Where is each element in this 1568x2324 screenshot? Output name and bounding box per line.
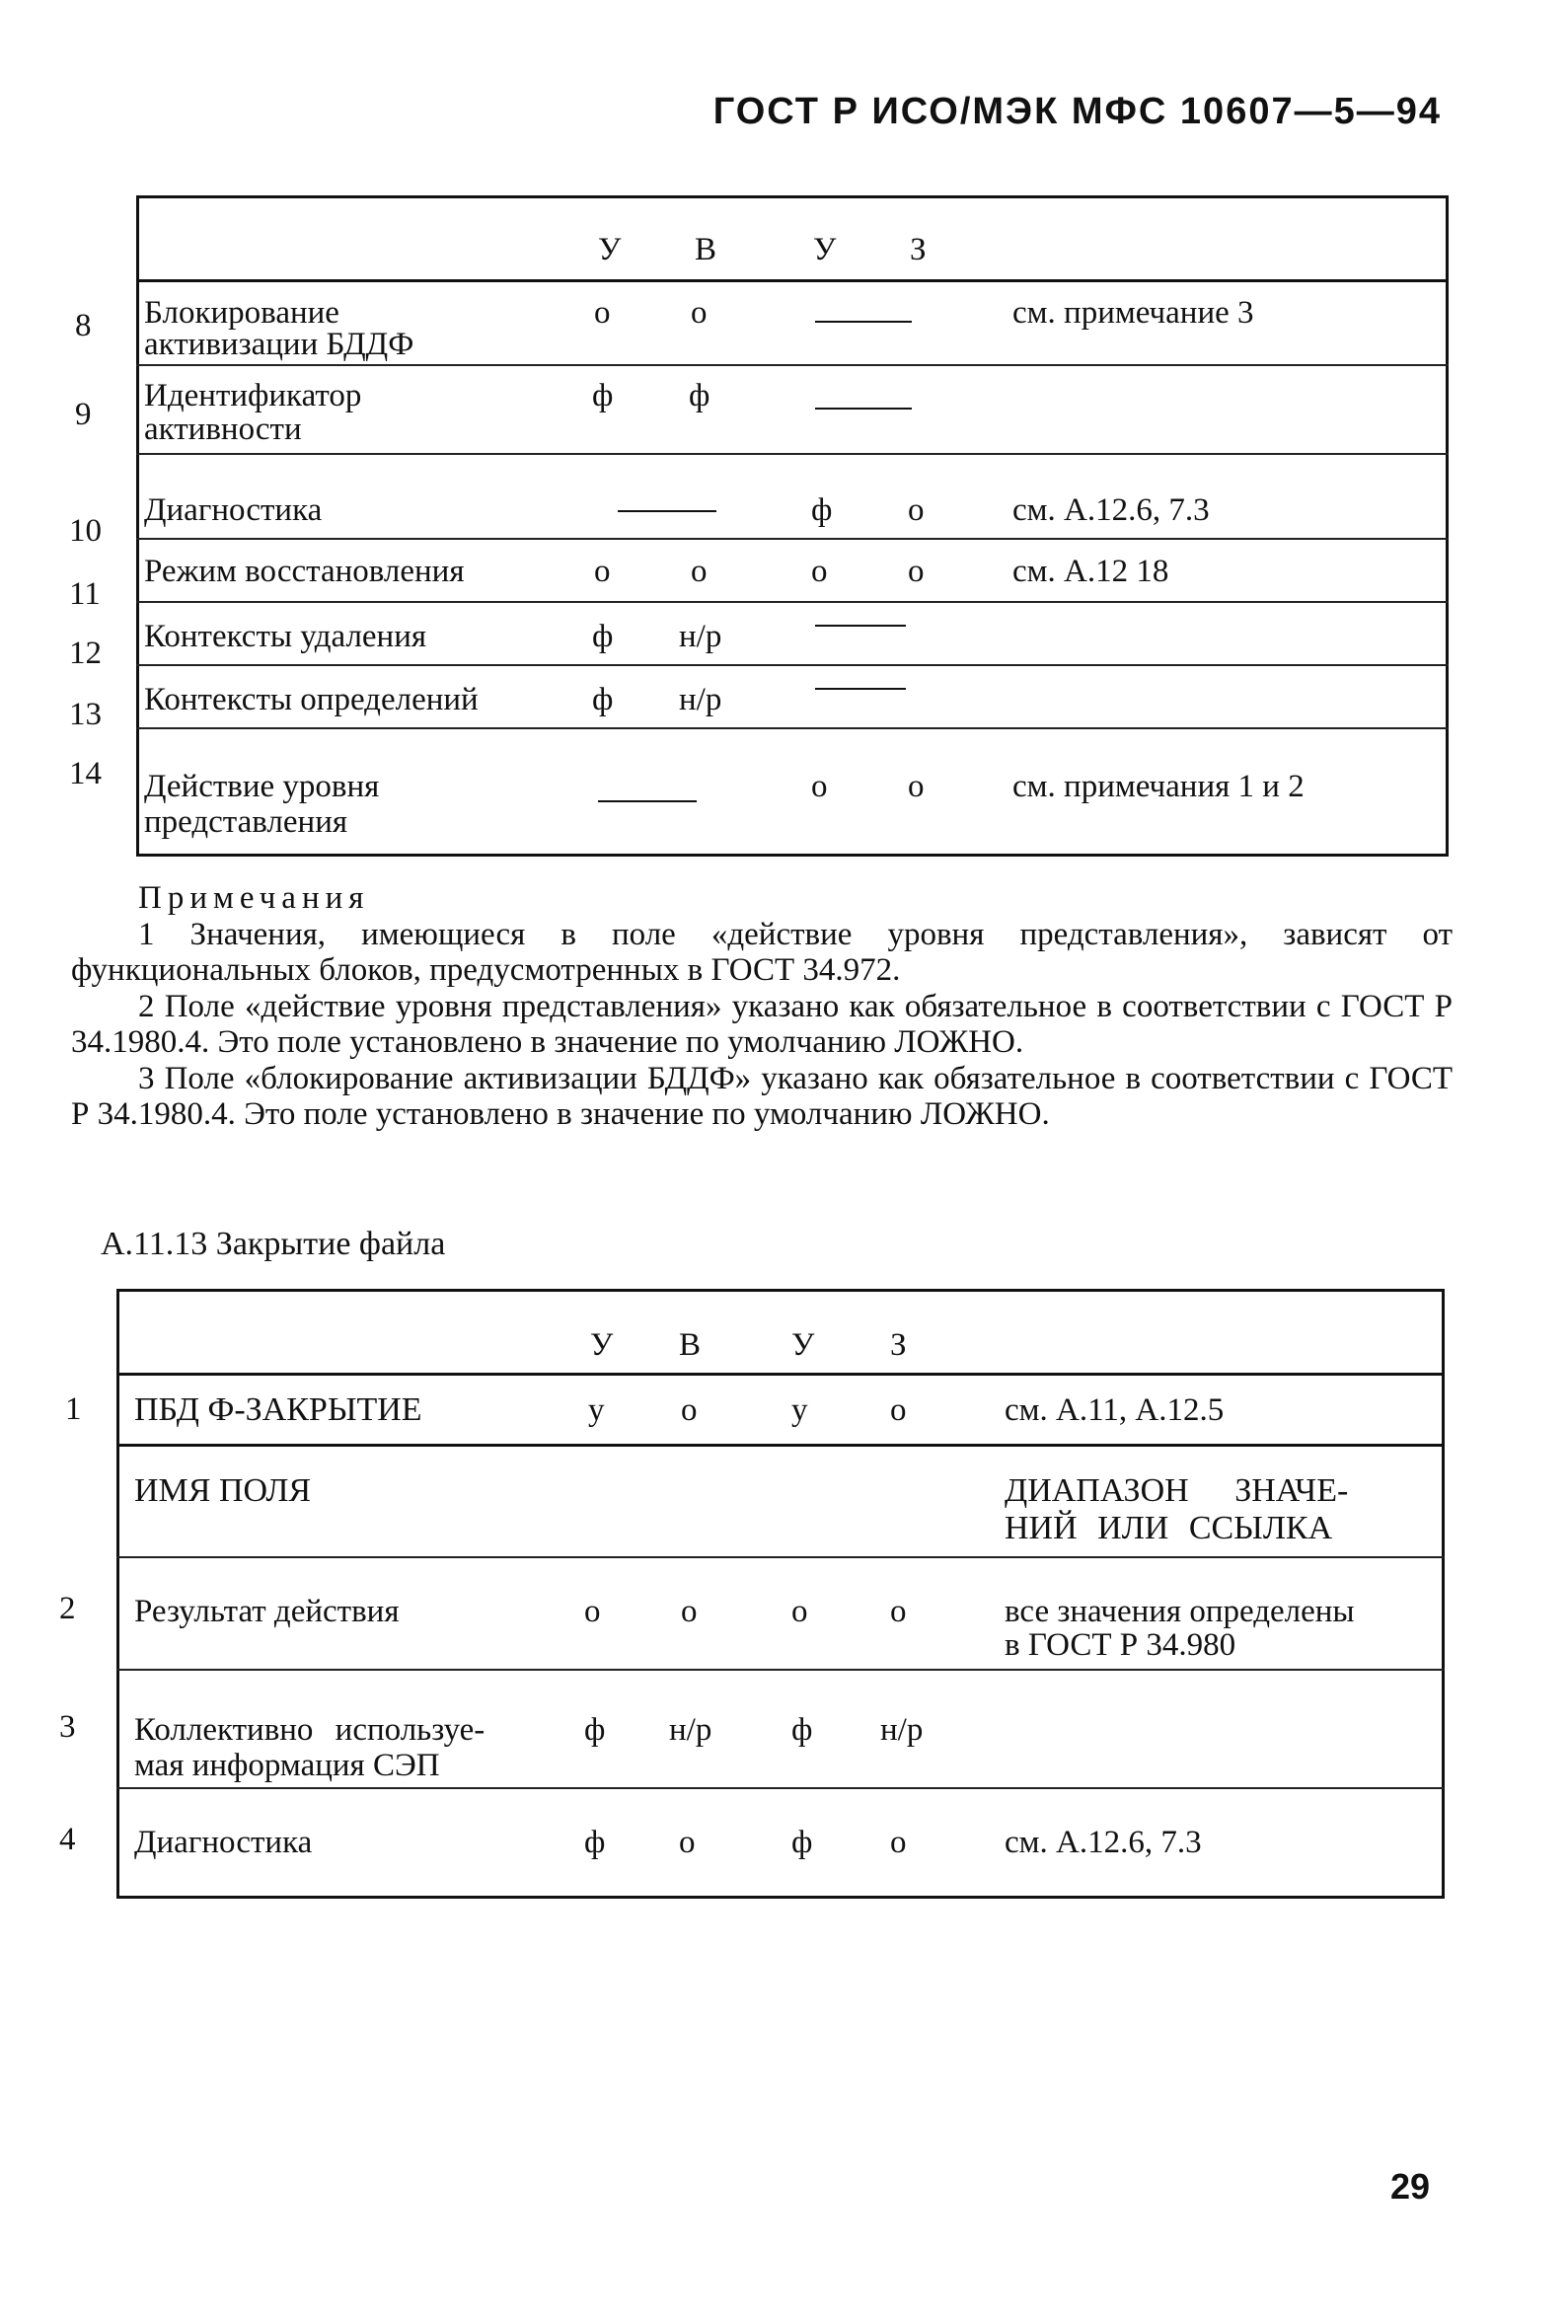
cell-u1: ф — [592, 619, 614, 654]
table-row — [136, 603, 1449, 666]
row-name-cont: мая информация СЭП — [134, 1748, 440, 1783]
cell-u2: о — [811, 554, 828, 589]
cell-ref-cont: в ГОСТ Р 34.980 — [1005, 1627, 1236, 1663]
row-name: Блокирование — [144, 295, 339, 331]
cell-u1: у — [588, 1392, 605, 1428]
table-row — [116, 1671, 1445, 1789]
cell-v: н/р — [679, 619, 722, 654]
col-z: З — [910, 232, 927, 267]
cell-u2: ф — [791, 1825, 813, 1860]
row-name: Действие уровня — [144, 769, 380, 804]
pdu-name: ПБД Ф-ЗАКРЫТИЕ — [134, 1391, 422, 1428]
cell-v: н/р — [679, 682, 722, 717]
notes-title: Примечания — [138, 880, 370, 916]
cell-v: о — [691, 295, 708, 331]
row-name: Диагностика — [144, 492, 323, 528]
row-name: Режим восстановления — [144, 554, 465, 589]
range-header-cont: НИЙ ИЛИ ССЫЛКА — [1005, 1510, 1333, 1546]
cell-u1: ф — [592, 378, 614, 413]
table-row — [136, 666, 1449, 729]
row-name-cont: активности — [144, 412, 302, 447]
cell-z: о — [908, 554, 925, 589]
cell-z: о — [908, 769, 925, 804]
cell-z: о — [890, 1825, 907, 1860]
row-number: 13 — [69, 697, 102, 732]
range-header: ДИАПАЗОН ЗНАЧЕ- — [1005, 1472, 1349, 1509]
table-2 — [116, 1289, 1445, 1899]
col-v: В — [695, 232, 717, 267]
col-u2: У — [813, 232, 837, 267]
cell-u1: ф — [584, 1825, 606, 1860]
table-row — [136, 281, 1449, 366]
cell-u2: ф — [791, 1712, 813, 1748]
document-header: ГОСТ Р ИСО/МЭК МФС 10607—5—94 — [712, 91, 1442, 132]
col-z: З — [890, 1327, 907, 1363]
cell-ref: см. А.11, А.12.5 — [1005, 1392, 1225, 1428]
row-name: Идентификатор — [144, 378, 362, 413]
field-header-row — [116, 1446, 1445, 1558]
cell-ref: см. А.12.6, 7.3 — [1012, 492, 1210, 528]
table-row — [116, 1789, 1445, 1892]
cell-u2: о — [811, 769, 828, 804]
row-number: 12 — [69, 636, 102, 671]
table-1-header — [136, 198, 1449, 282]
cell-v: о — [681, 1392, 698, 1428]
row-number: 1 — [65, 1391, 82, 1427]
row-number: 11 — [69, 576, 101, 612]
row-number: 4 — [59, 1822, 76, 1857]
cell-u2: о — [791, 1594, 808, 1629]
row-number: 3 — [59, 1709, 76, 1745]
notes-block — [71, 880, 1453, 1133]
row-number: 2 — [59, 1591, 76, 1626]
cell-z: о — [890, 1392, 907, 1428]
table-1 — [136, 195, 1449, 857]
row-number: 9 — [75, 397, 92, 432]
cell-ref: все значения определены — [1005, 1594, 1355, 1629]
cell-ref: см. А.12.6, 7.3 — [1005, 1825, 1202, 1860]
cell-v: о — [679, 1825, 696, 1860]
cell-u2: у — [791, 1392, 808, 1428]
table-row — [136, 455, 1449, 540]
col-u2: У — [791, 1327, 815, 1363]
cell-u1: о — [594, 295, 611, 331]
pdu-row — [116, 1375, 1445, 1447]
dash-u2-z — [815, 408, 912, 410]
cell-u2: ф — [811, 492, 833, 528]
cell-ref: см. А.12 18 — [1012, 554, 1169, 589]
cell-z: о — [908, 492, 925, 528]
dash-u2-z — [815, 321, 912, 323]
row-name: Коллективно используе- — [134, 1712, 485, 1748]
cell-z: о — [890, 1594, 907, 1629]
cell-u1: о — [594, 554, 611, 589]
row-number: 14 — [69, 756, 102, 791]
row-name: Контексты удаления — [144, 619, 427, 654]
dash-u2-z — [815, 625, 906, 627]
cell-v: ф — [689, 378, 710, 413]
row-name: Результат действия — [134, 1594, 400, 1629]
page-number: 29 — [1389, 2166, 1430, 2207]
cell-v: н/р — [669, 1712, 712, 1748]
row-name-cont: представления — [144, 804, 348, 840]
row-name: Контексты определений — [144, 682, 479, 717]
cell-u1: ф — [592, 682, 614, 717]
cell-z: н/р — [880, 1712, 924, 1748]
row-name: Диагностика — [134, 1825, 313, 1860]
section-title: А.11.13 Закрытие файла — [101, 1226, 446, 1262]
note-item: 3 Поле «блокирование активизации БДДФ» указано как обязательное в соответствии с ГОСТ Р 34.1980.4. Это поле установлено в значение по умолчанию ЛОЖНО. — [71, 1060, 1453, 1132]
cell-ref: см. примечания 1 и 2 — [1012, 769, 1305, 804]
note-item: 1 Значения, имеющиеся в поле «действие уровня представления», зависят от функциональных блоков, предусмотренных в ГОСТ 34.972. — [71, 916, 1453, 988]
cell-v: о — [691, 554, 708, 589]
dash-u1-v — [598, 800, 697, 802]
table-2-header — [116, 1292, 1445, 1376]
table-row — [116, 1558, 1445, 1671]
dash-u1-v — [618, 510, 716, 512]
cell-u1: ф — [584, 1712, 606, 1748]
table-row — [136, 729, 1449, 852]
col-u1: У — [590, 1327, 614, 1363]
row-number: 8 — [75, 308, 92, 343]
table-row — [136, 366, 1449, 455]
table-row — [136, 540, 1449, 603]
row-number: 10 — [69, 513, 102, 549]
col-u1: У — [598, 232, 622, 267]
cell-ref: см. примечание 3 — [1012, 295, 1254, 331]
note-item: 2 Поле «действие уровня представления» указано как обязательное в соответствии с ГОСТ Р 34.1980.4. Это поле установлено в значение по умолчанию ЛОЖНО. — [71, 988, 1453, 1060]
row-name-cont: активизации БДДФ — [144, 327, 414, 362]
cell-v: о — [681, 1594, 698, 1629]
cell-u1: о — [584, 1594, 601, 1629]
dash-u2-z — [815, 688, 906, 690]
field-name-header: ИМЯ ПОЛЯ — [134, 1472, 312, 1509]
col-v: В — [679, 1327, 702, 1363]
